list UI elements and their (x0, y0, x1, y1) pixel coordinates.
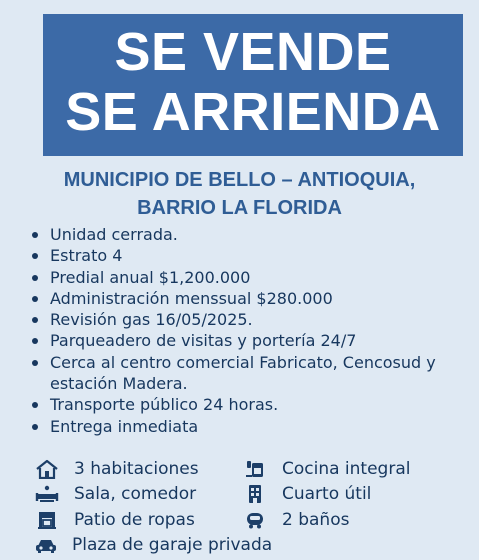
amenity-label: Patio de ropas (74, 509, 195, 530)
amenity-label: 3 habitaciones (74, 458, 199, 479)
amenity-storage (242, 483, 371, 505)
feature-item: Transporte público 24 horas. (30, 394, 470, 415)
toilet-icon (242, 509, 268, 531)
amenities-row (34, 507, 474, 533)
feature-item: Unidad cerrada. (30, 224, 470, 245)
amenities-row (34, 456, 474, 482)
feature-item: Revisión gas 16/05/2025. (30, 309, 470, 330)
amenity-label: Cocina integral (282, 458, 411, 479)
amenity-garage (34, 534, 273, 556)
banner-title-sale: SE VENDE (114, 22, 392, 82)
feature-item: Parqueadero de visitas y portería 24/7 (30, 330, 470, 351)
amenity-living (34, 483, 242, 505)
amenity-label: 2 baños (282, 509, 350, 530)
amenity-label: Cuarto útil (282, 484, 372, 505)
feature-list (30, 224, 470, 437)
sofa-icon (34, 483, 60, 505)
amenity-bathrooms (242, 509, 349, 531)
amenities-grid (34, 456, 474, 558)
washer-icon (34, 509, 60, 531)
feature-item: Administración menssual $280.000 (30, 288, 470, 309)
location-neighborhood: BARRIO LA FLORIDA (137, 197, 342, 219)
amenity-bedrooms (34, 458, 242, 480)
sale-banner (43, 14, 463, 156)
banner-title-rent: SE ARRIENDA (65, 82, 441, 142)
car-icon (34, 534, 58, 556)
feature-item: Entrega inmediata (30, 416, 470, 437)
amenities-row (34, 533, 474, 559)
feature-item: Cerca al centro comercial Fabricato, Cencosud y estación Madera. (30, 352, 470, 395)
storage-icon (242, 483, 268, 505)
house-icon (34, 458, 60, 480)
amenity-laundry (34, 509, 242, 531)
amenities-row (34, 482, 474, 508)
feature-item: Predial anual $1,200.000 (30, 267, 470, 288)
stove-icon (242, 458, 268, 480)
amenity-label: Plaza de garaje privada (72, 535, 273, 556)
amenity-label: Sala, comedor (74, 484, 197, 505)
location-municipality: MUNICIPIO DE BELLO – ANTIOQUIA, (63, 169, 416, 191)
amenity-kitchen (242, 458, 410, 480)
location-heading (0, 166, 479, 222)
feature-item: Estrato 4 (30, 245, 470, 266)
